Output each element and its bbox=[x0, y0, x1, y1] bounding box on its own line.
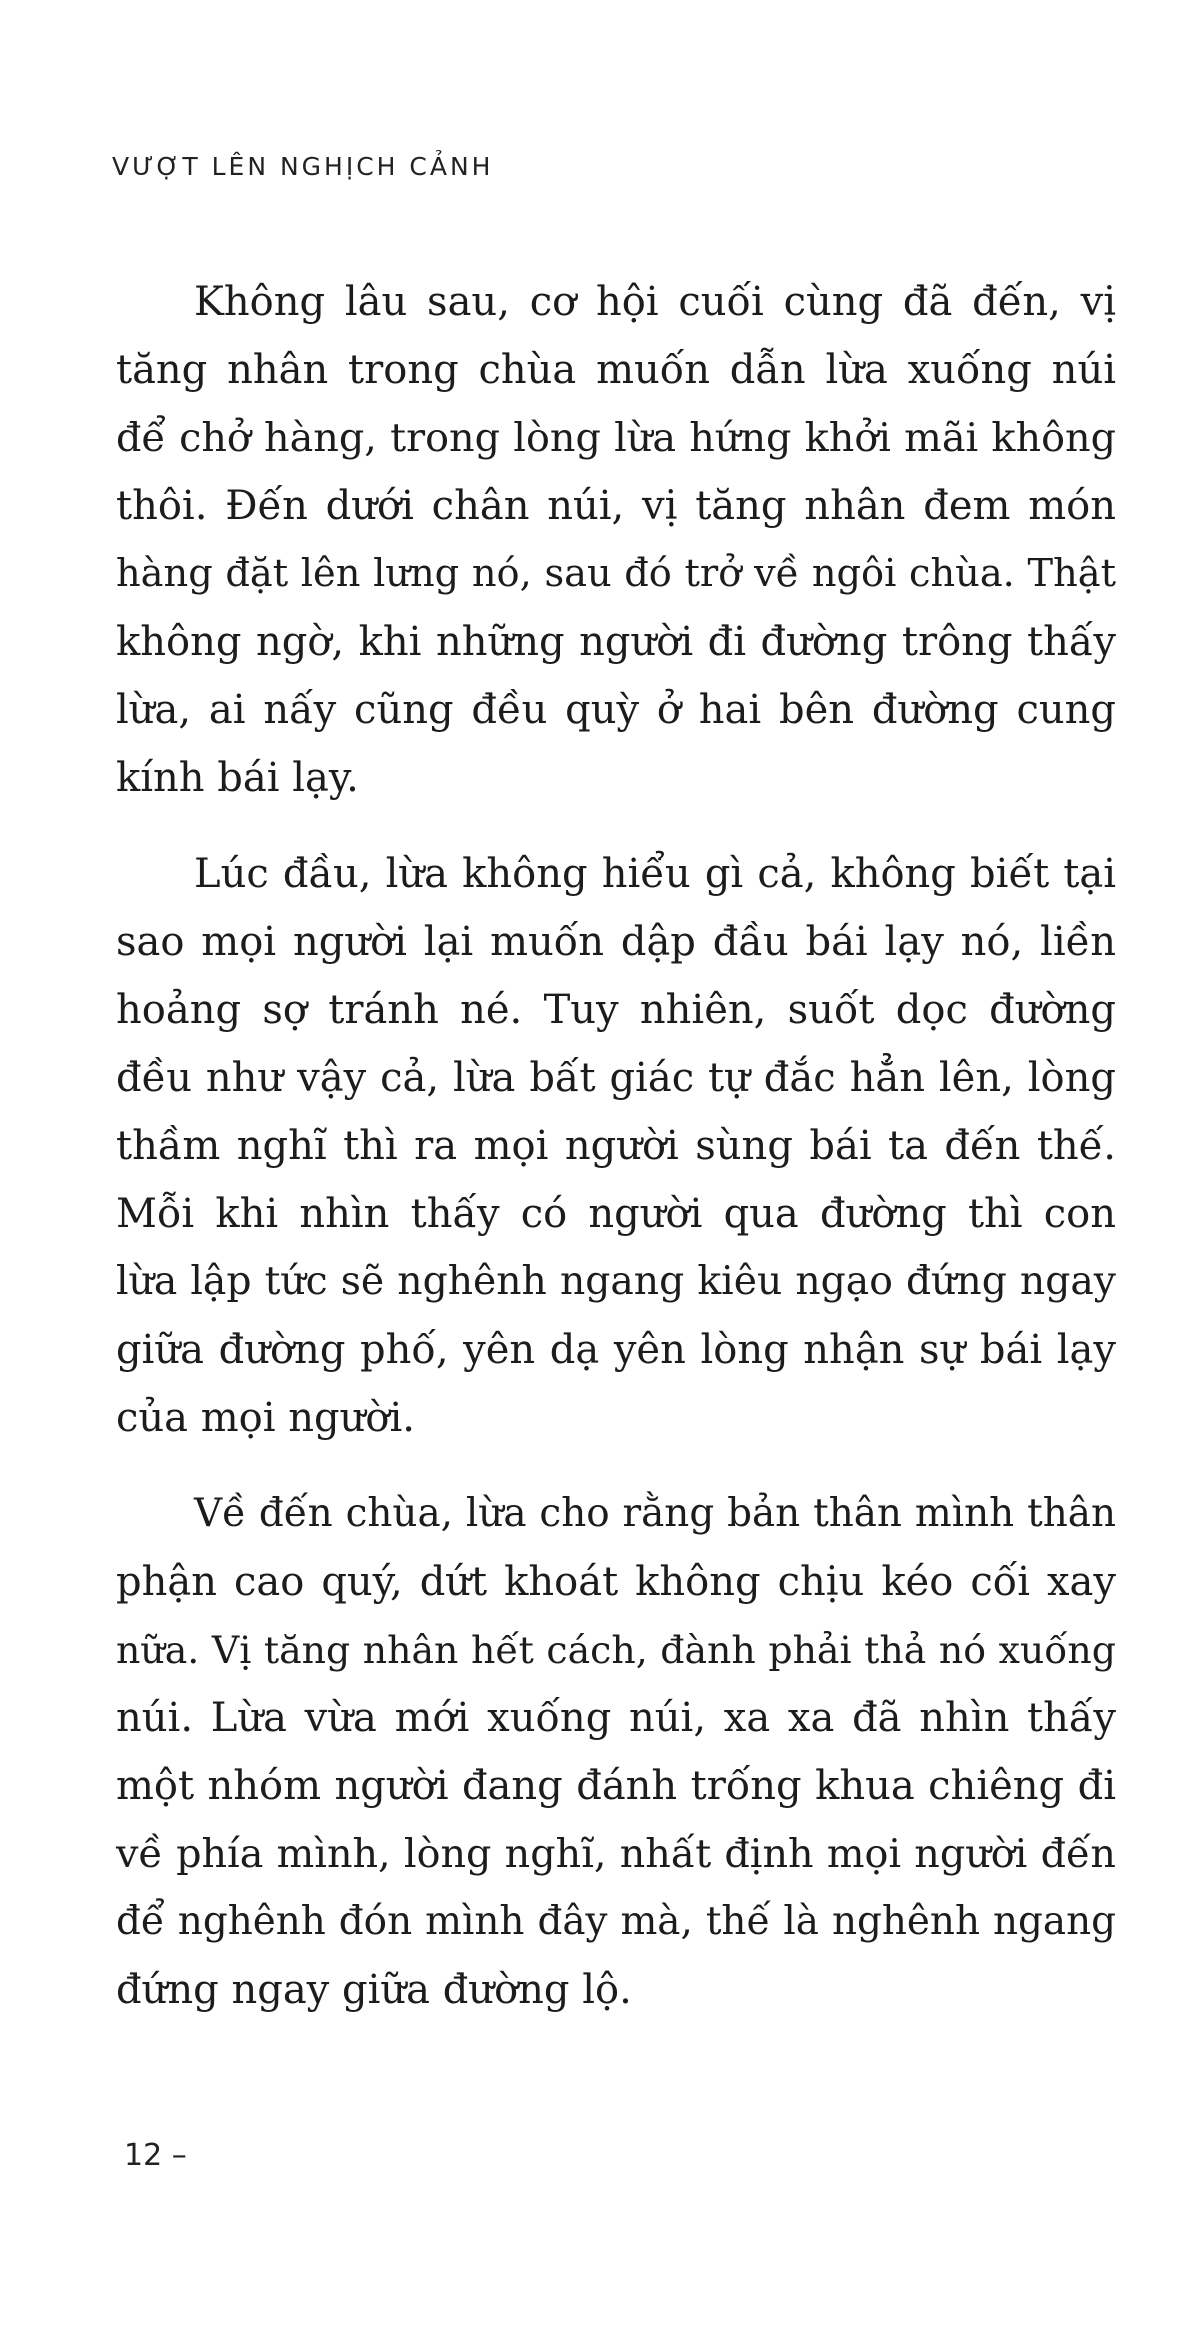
text-line: một nhóm người đang đánh trống khua chiêng đi bbox=[116, 1763, 1116, 1809]
paragraph bbox=[116, 1480, 1116, 2024]
text-line: về phía mình, lòng nghĩ, nhất định mọi người đến bbox=[116, 1831, 1116, 1877]
text-line: Không lâu sau, cơ hội cuối cùng đã đến, vị bbox=[194, 279, 1116, 325]
text-line: lừa, ai nấy cũng đều quỳ ở hai bên đường cung bbox=[116, 687, 1116, 733]
text-line: đều như vậy cả, lừa bất giác tự đắc hẳn lên, lòng bbox=[116, 1055, 1116, 1101]
text-line: để nghênh đón mình đây mà, thế là nghênh ngang bbox=[116, 1899, 1116, 1944]
page-number: 12 – bbox=[124, 2138, 187, 2173]
text-line: nữa. Vị tăng nhân hết cách, đành phải thả nó xuống bbox=[116, 1628, 1116, 1672]
text-line: Về đến chùa, lừa cho rằng bản thân mình thân bbox=[194, 1491, 1116, 1536]
body-text bbox=[116, 268, 1116, 2024]
paragraph bbox=[116, 268, 1116, 812]
text-line: hàng đặt lên lưng nó, sau đó trở về ngôi chùa. Thật bbox=[116, 551, 1116, 596]
text-line: của mọi người. bbox=[116, 1395, 415, 1441]
text-line: sao mọi người lại muốn dập đầu bái lạy nó, liền bbox=[116, 919, 1116, 965]
text-line: lừa lập tức sẽ nghênh ngang kiêu ngạo đứng ngay bbox=[116, 1259, 1116, 1304]
text-line: giữa đường phố, yên dạ yên lòng nhận sự bái lạy bbox=[116, 1327, 1116, 1373]
text-line: Mỗi khi nhìn thấy có người qua đường thì con bbox=[116, 1191, 1116, 1237]
text-line: tăng nhân trong chùa muốn dẫn lừa xuống núi bbox=[116, 347, 1116, 393]
text-line: để chở hàng, trong lòng lừa hứng khởi mãi không bbox=[116, 415, 1116, 461]
running-header: VƯỢT LÊN NGHỊCH CẢNH bbox=[112, 152, 494, 181]
text-line: thôi. Đến dưới chân núi, vị tăng nhân đem món bbox=[116, 483, 1116, 529]
text-line: phận cao quý, dứt khoát không chịu kéo cối xay bbox=[116, 1559, 1116, 1605]
text-line: đứng ngay giữa đường lộ. bbox=[116, 1967, 632, 2013]
text-line: thầm nghĩ thì ra mọi người sùng bái ta đến thế. bbox=[116, 1123, 1116, 1169]
text-line: hoảng sợ tránh né. Tuy nhiên, suốt dọc đường bbox=[116, 987, 1116, 1033]
text-line: Lúc đầu, lừa không hiểu gì cả, không biết tại bbox=[194, 851, 1116, 897]
text-line: núi. Lừa vừa mới xuống núi, xa xa đã nhìn thấy bbox=[116, 1695, 1116, 1741]
text-line: không ngờ, khi những người đi đường trông thấy bbox=[116, 619, 1116, 665]
paragraph bbox=[116, 840, 1116, 1452]
text-line: kính bái lạy. bbox=[116, 755, 359, 801]
